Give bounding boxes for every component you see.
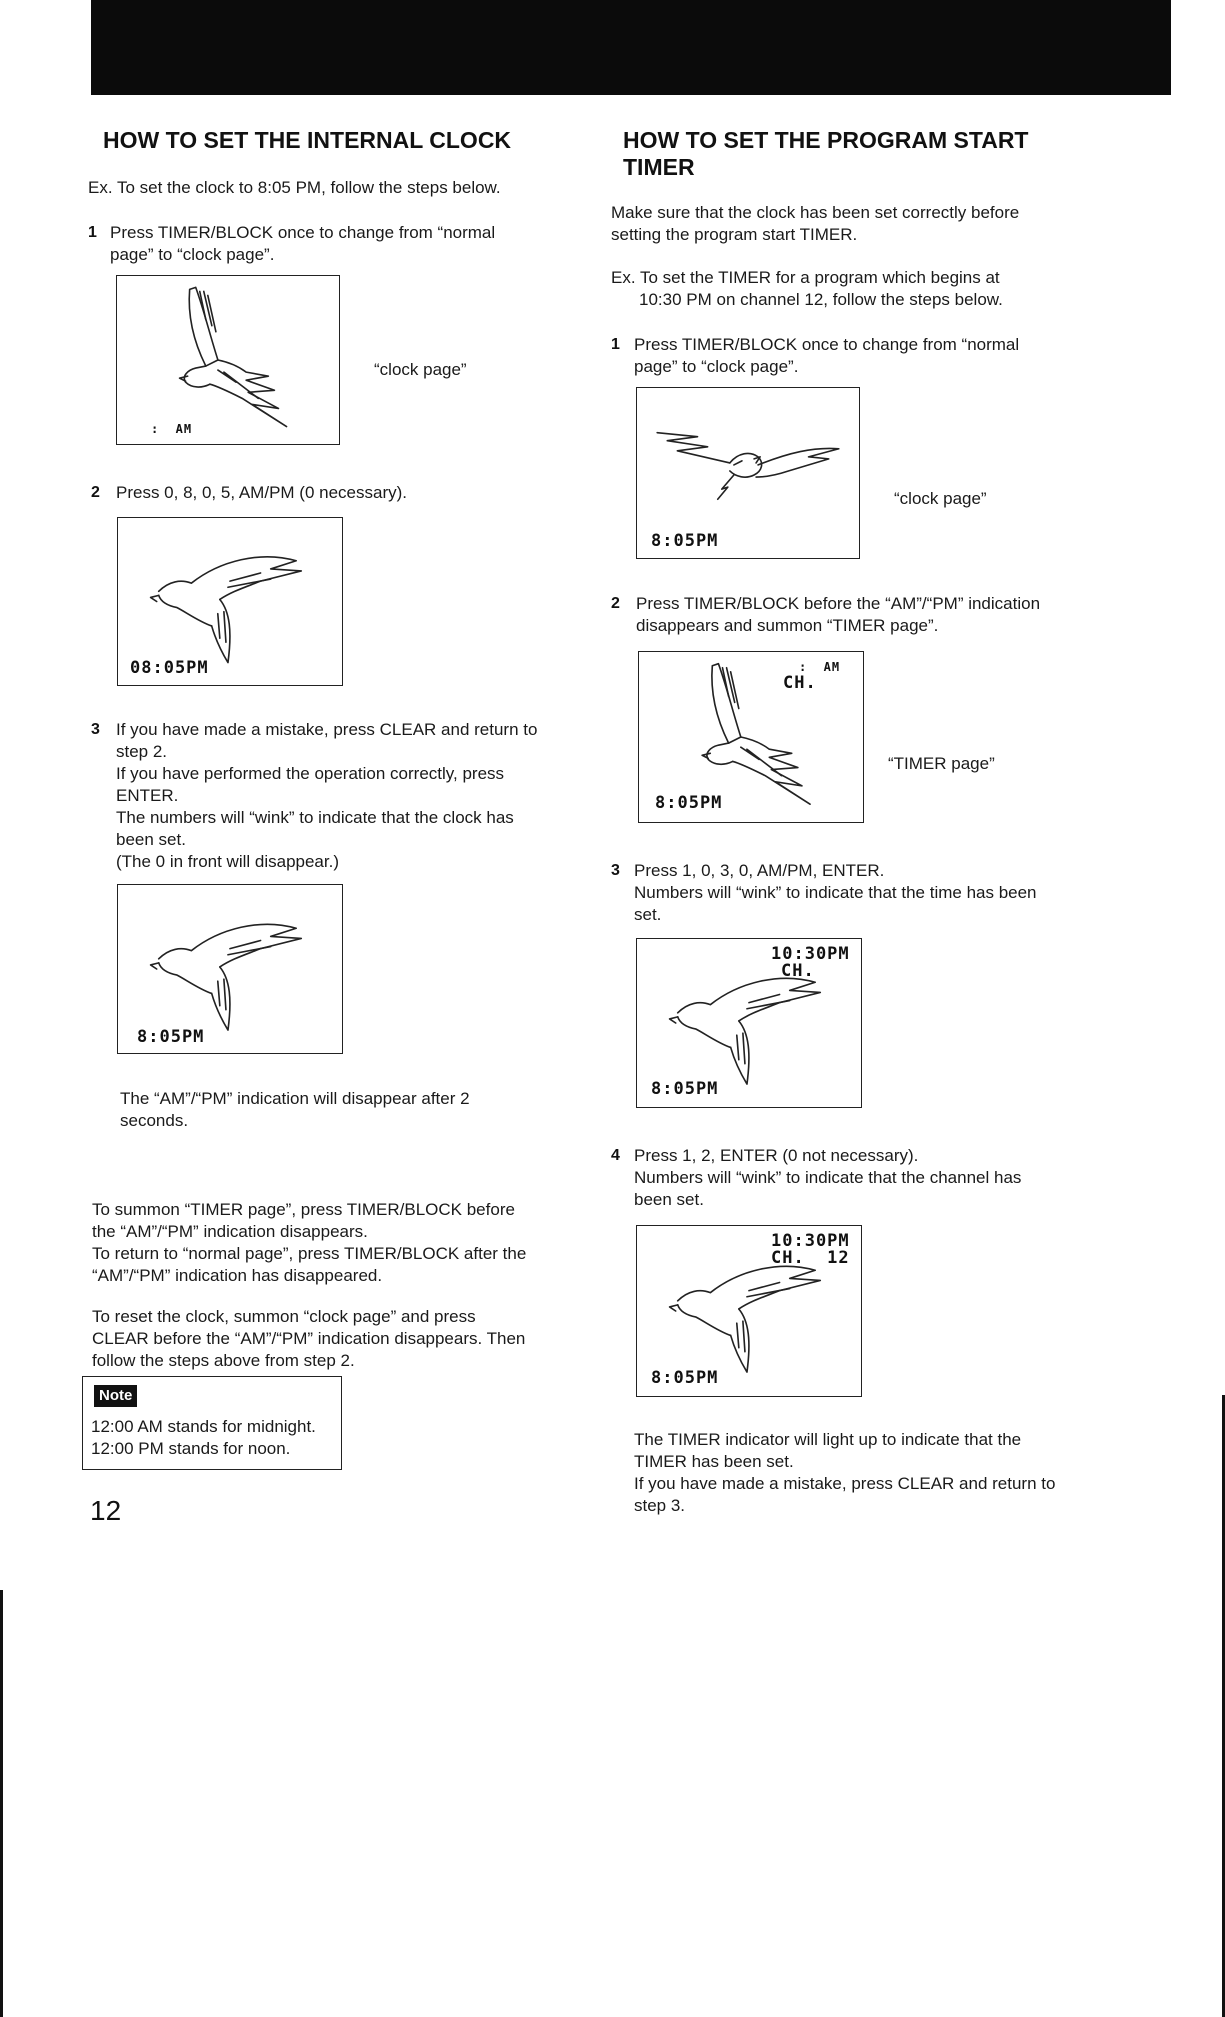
right-intro: Make sure that the clock has been set correctly before setting the program start TIMER.: [611, 203, 1020, 244]
left-step1-caption: “clock page”: [374, 360, 467, 379]
right-step1-number: 1: [611, 336, 620, 353]
left-paragraph-timer-page: To summon “TIMER page”, press TIMER/BLOCK before the “AM”/“PM” indication disappears. To return to “normal page”, press TIMER/BLOCK after the “AM”/“PM” indication has disappeared.: [92, 1200, 527, 1285]
page-number: 12: [90, 1495, 122, 1526]
left-step3-display: [117, 884, 343, 1054]
right-step2-number: 2: [611, 595, 620, 612]
right-step2-readout-top: : AM: [799, 660, 841, 674]
right-step3-display: [636, 938, 862, 1108]
top-black-bar: [91, 0, 1171, 95]
right-step1-text: Press TIMER/BLOCK once to change from “normal page” to “clock page”.: [634, 335, 1020, 376]
right-section-title: HOW TO SET THE PROGRAM START TIMER: [623, 127, 1029, 180]
left-step3-number: 3: [91, 721, 100, 738]
right-step1-caption: “clock page”: [894, 489, 987, 508]
right-closing: The TIMER indicator will light up to indicate that the TIMER has been set. If you have made a mistake, press CLEAR and return to step 3.: [634, 1430, 1056, 1515]
right-step2-text: Press TIMER/BLOCK before the “AM”/“PM” indication disappears and summon “TIMER page”.: [636, 594, 1041, 635]
right-step2-readout-ch: CH.: [783, 673, 817, 693]
left-step2-readout: 08:05PM: [130, 658, 209, 678]
right-step2-caption: “TIMER page”: [888, 754, 995, 773]
right-step4-display: [636, 1225, 862, 1397]
scan-edge-left: [0, 1590, 3, 2017]
right-step3-text: Press 1, 0, 3, 0, AM/PM, ENTER. Numbers will “wink” to indicate that the time has been set.: [634, 861, 1037, 924]
right-step4-number: 4: [611, 1147, 620, 1164]
right-step4-readout-ch: CH. 12: [771, 1248, 850, 1268]
right-step1-display: [636, 387, 860, 559]
left-example: Ex. To set the clock to 8:05 PM, follow the steps below.: [88, 178, 501, 197]
left-paragraph-reset: To reset the clock, summon “clock page” and press CLEAR before the “AM”/“PM” indication disappears. Then follow the steps above from step 2.: [92, 1307, 526, 1370]
note-badge: Note: [94, 1385, 137, 1407]
left-step2-display: [117, 517, 343, 686]
right-step3-readout-top: 10:30PM: [771, 944, 850, 964]
right-step1-readout: 8:05PM: [651, 531, 719, 551]
right-step2-readout: 8:05PM: [655, 793, 723, 813]
left-step3-text: If you have made a mistake, press CLEAR and return to step 2. If you have performed the operation correctly, press ENTER. The numbers will “wink” to indicate that the clock has been set. (The 0 in front will disappear.): [116, 720, 538, 871]
left-after-note: The “AM”/“PM” indication will disappear after 2 seconds.: [120, 1089, 470, 1130]
right-step3-readout: 8:05PM: [651, 1079, 719, 1099]
note-box: [82, 1376, 342, 1470]
right-step3-number: 3: [611, 862, 620, 879]
right-step4-readout: 8:05PM: [651, 1368, 719, 1388]
left-step1-display: [116, 275, 340, 445]
note-text: 12:00 AM stands for midnight. 12:00 PM stands for noon.: [91, 1417, 316, 1458]
left-step2-text: Press 0, 8, 0, 5, AM/PM (0 necessary).: [116, 483, 407, 502]
left-section-title: HOW TO SET THE INTERNAL CLOCK: [103, 127, 512, 153]
right-step2-display: [638, 651, 864, 823]
left-step1-number: 1: [88, 224, 97, 241]
left-step1-readout: : AM: [151, 422, 193, 436]
left-step2-number: 2: [91, 484, 100, 501]
right-step3-readout-ch: CH.: [781, 961, 815, 981]
right-step4-readout-top: 10:30PM: [771, 1231, 850, 1251]
right-example: Ex. To set the TIMER for a program which begins at 10:30 PM on channel 12, follow the steps below.: [611, 268, 1003, 309]
right-step4-text: Press 1, 2, ENTER (0 not necessary). Numbers will “wink” to indicate that the channel has been set.: [634, 1146, 1022, 1209]
left-step3-readout: 8:05PM: [137, 1027, 205, 1047]
left-step1-text: Press TIMER/BLOCK once to change from “normal page” to “clock page”.: [110, 223, 496, 264]
